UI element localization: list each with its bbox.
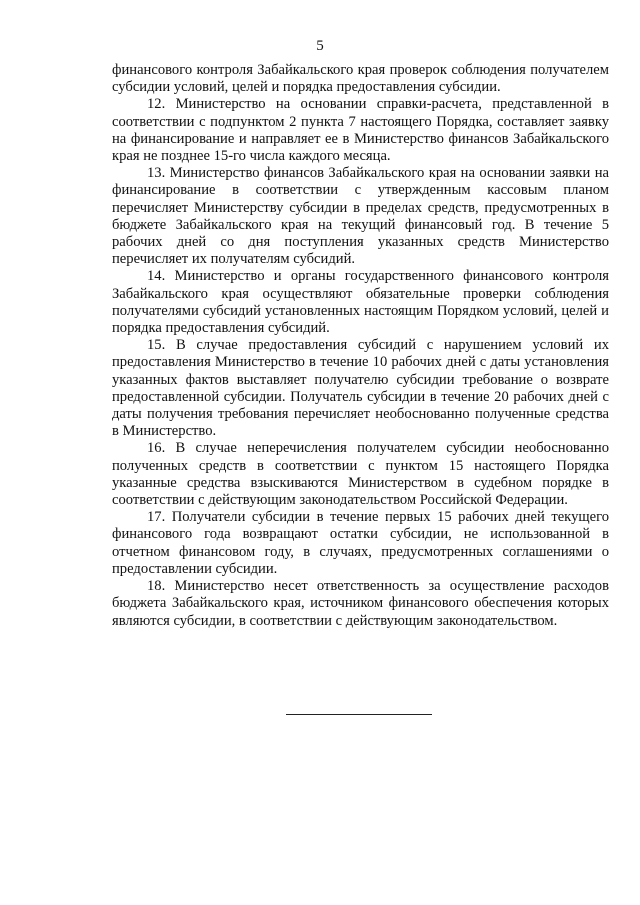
page-number: 5 — [316, 38, 324, 54]
document-body — [112, 62, 609, 630]
paragraph-14: 14. Министерство и органы государственного финансового контроля Забайкальского края осуществляют обязательные проверки соблюдения получателями субсидий установленных настоящим Порядком условий, целей и порядка предоставления субсидий. — [112, 268, 609, 337]
paragraph-continuation: финансового контроля Забайкальского края проверок соблюдения получателем субсидии условий, целей и порядка предоставления субсидии. — [112, 62, 609, 96]
paragraph-12: 12. Министерство на основании справки-расчета, представленной в соответствии с подпунктом 2 пункта 7 настоящего Порядка, составляет заявку на финансирование и направляет ее в Министерство финансов Забайкальского края не позднее 15-го числа каждого месяца. — [112, 96, 609, 165]
paragraph-18: 18. Министерство несет ответственность за осуществление расходов бюджета Забайкальского края, источником финансового обеспечения которых являются субсидии, в соответствии с действующим законодательством. — [112, 578, 609, 629]
end-separator-line — [286, 714, 432, 715]
paragraph-16: 16. В случае неперечисления получателем субсидии необоснованно полученных средств в соответствии с пунктом 15 настоящего Порядка указанные средства взыскиваются Министерством в судебном порядке в соответствии с действующим законодательством Российской Федерации. — [112, 440, 609, 509]
paragraph-17: 17. Получатели субсидии в течение первых 15 рабочих дней текущего финансового года возвращают остатки субсидии, не использованной в отчетном финансовом году, в случаях, предусмотренных соглашениями о предоставлении субсидии. — [112, 509, 609, 577]
paragraph-15: 15. В случае предоставления субсидий с нарушением условий их предоставления Министерство в течение 10 рабочих дней с даты установления указанных фактов выставляет получателю субсидии требование о возврате предоставленной субсидии. Получатель субсидии в течение 20 рабочих дней с даты получения требования перечисляет необоснованно полученные средства в Министерство. — [112, 337, 609, 440]
paragraph-13: 13. Министерство финансов Забайкальского края на основании заявки на финансирование в соответствии с утвержденным кассовым планом перечисляет Министерству субсидии в пределах средств, предусмотренных в бюджете Забайкальского края на текущий финансовый год. В течение 5 рабочих дней со дня поступления указанных средств Министерство перечисляет их получателям субсидий. — [112, 165, 609, 268]
